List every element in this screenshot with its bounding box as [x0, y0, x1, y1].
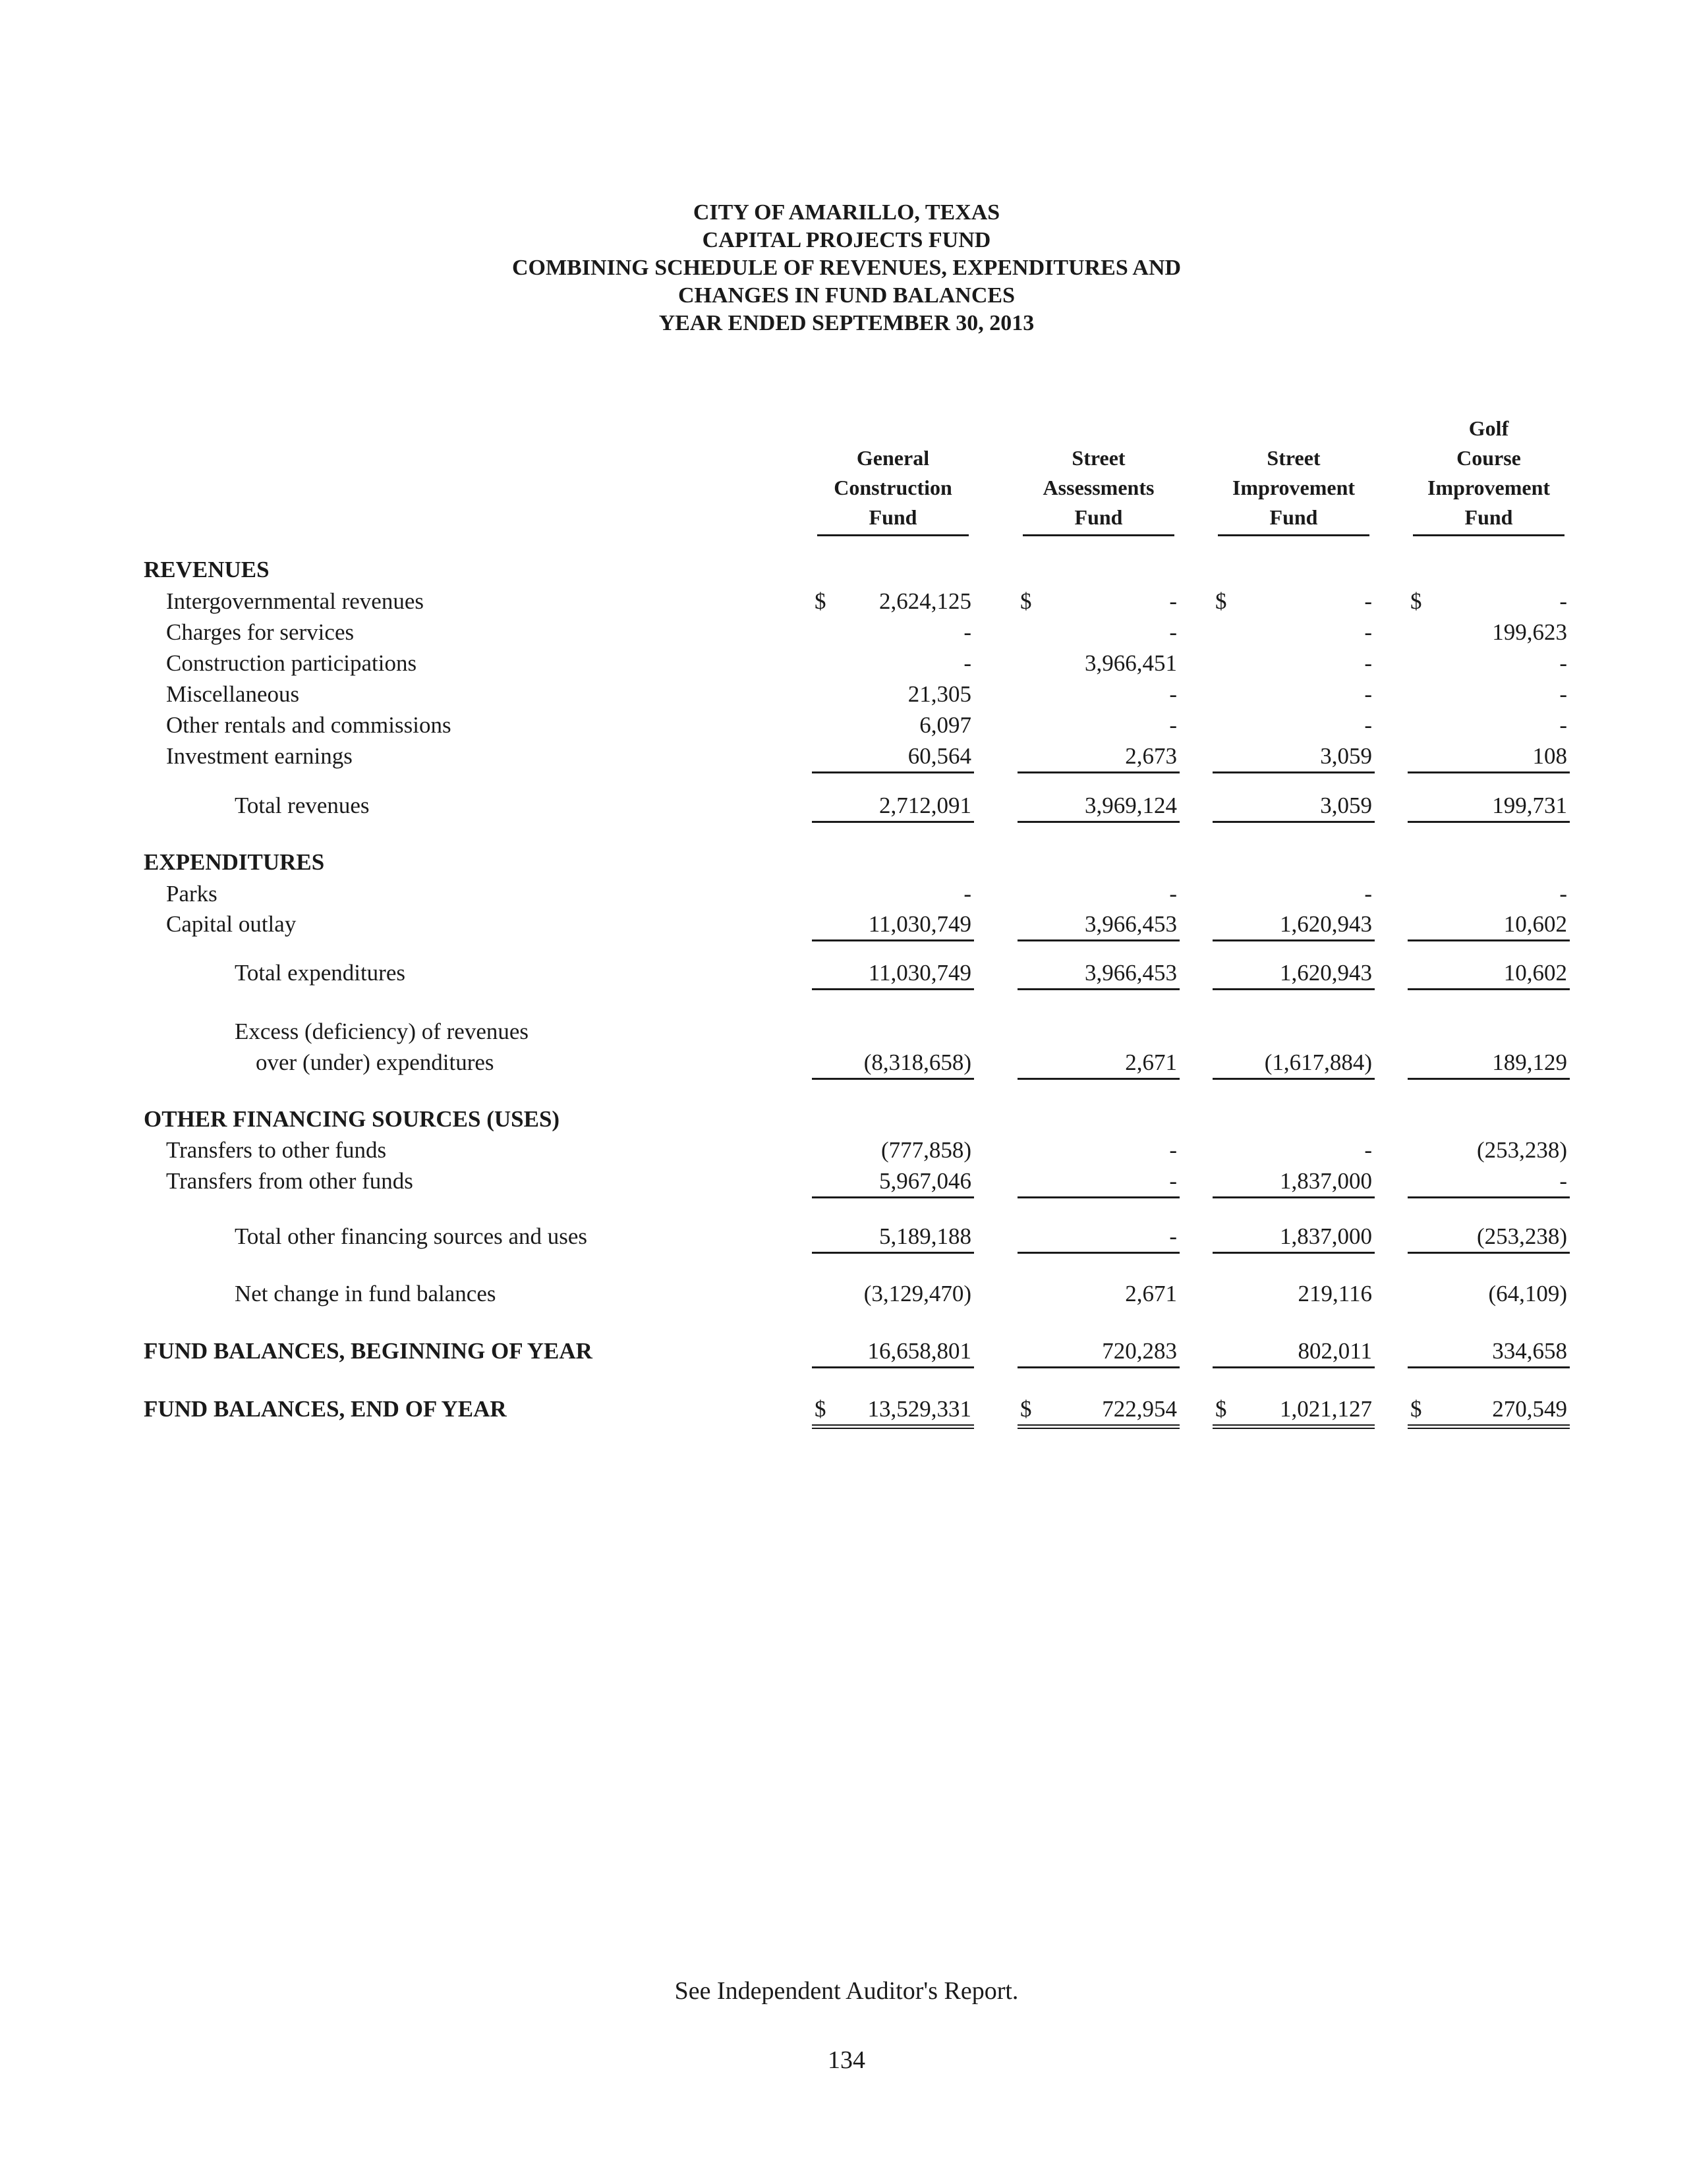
- amount-value: 11,030,749: [868, 911, 971, 937]
- amount-cell: [1408, 1279, 1570, 1309]
- amount-value: -: [1169, 681, 1177, 707]
- amount-cell: [1213, 879, 1375, 909]
- amount-cell: [1213, 1135, 1375, 1165]
- amount-cell: [1018, 741, 1180, 773]
- amount-value: 16,658,801: [867, 1338, 971, 1364]
- amount-cell: [812, 617, 974, 648]
- amount-value: 13,529,331: [867, 1396, 971, 1422]
- amount-value: 2,673: [1125, 743, 1177, 769]
- column-header-rule: [817, 534, 969, 536]
- column-header: [1023, 414, 1174, 532]
- schedule-row: [0, 710, 1693, 741]
- amount-cell: [1213, 679, 1375, 710]
- row-label: Total other financing sources and uses: [235, 1223, 588, 1249]
- amount-value: 1,021,127: [1280, 1396, 1372, 1422]
- amount-cell: [1018, 791, 1180, 823]
- amount-cell: [1213, 1221, 1375, 1254]
- schedule-row: [0, 1221, 1693, 1252]
- row-label: Charges for services: [166, 619, 355, 645]
- column-header-line: General: [856, 446, 930, 470]
- amount-cell: [1018, 710, 1180, 741]
- amount-cell: [812, 1394, 974, 1429]
- row-label: Net change in fund balances: [235, 1281, 496, 1306]
- amount-value: 1,837,000: [1280, 1168, 1372, 1194]
- row-label: Total revenues: [235, 793, 370, 818]
- column-header: [1218, 414, 1369, 532]
- amount-value: 10,602: [1503, 960, 1567, 986]
- schedule-row: [0, 1279, 1693, 1309]
- column-header-line: Course: [1456, 446, 1521, 470]
- amount-value: 3,966,451: [1085, 650, 1177, 676]
- section-heading: REVENUES: [144, 557, 270, 582]
- schedule-row: [0, 586, 1693, 617]
- amount-cell: [1018, 648, 1180, 679]
- amount-cell: [1408, 679, 1570, 710]
- amount-value: 334,658: [1492, 1338, 1567, 1364]
- amount-value: -: [1559, 588, 1567, 614]
- amount-cell: [812, 1279, 974, 1309]
- heading-line: CITY OF AMARILLO, TEXAS: [693, 200, 1000, 225]
- amount-cell: [1408, 648, 1570, 679]
- row-label: Miscellaneous: [166, 681, 300, 707]
- currency-symbol: $: [1410, 1396, 1422, 1422]
- row-label: Parks: [166, 881, 217, 907]
- row-label: Investment earnings: [166, 743, 353, 769]
- amount-cell: [1408, 710, 1570, 741]
- amount-value: 720,283: [1102, 1338, 1177, 1364]
- column-header-line: Fund: [1269, 505, 1318, 529]
- amount-cell: [1213, 617, 1375, 648]
- amount-value: 5,967,046: [879, 1168, 971, 1194]
- amount-value: 3,966,453: [1085, 960, 1177, 986]
- amount-value: 189,129: [1492, 1050, 1567, 1075]
- section-heading: FUND BALANCES, END OF YEAR: [144, 1396, 507, 1422]
- amount-cell: [1408, 1166, 1570, 1198]
- amount-value: 2,671: [1125, 1050, 1177, 1075]
- amount-cell: [1018, 1279, 1180, 1309]
- column-header-line: [1023, 414, 1174, 443]
- amount-value: 2,624,125: [879, 588, 971, 614]
- row-label: Other rentals and commissions: [166, 712, 451, 738]
- currency-symbol: $: [1020, 1396, 1032, 1422]
- amount-value: 1,837,000: [1280, 1223, 1372, 1249]
- amount-value: -: [963, 619, 971, 645]
- amount-cell: [1213, 791, 1375, 823]
- amount-value: 199,623: [1492, 619, 1567, 645]
- schedule-row: [0, 617, 1693, 648]
- column-header-rule: [1023, 534, 1174, 536]
- amount-value: -: [1169, 1223, 1177, 1249]
- amount-cell: [1408, 617, 1570, 648]
- schedule-row: [0, 1135, 1693, 1165]
- row-label: Transfers from other funds: [166, 1168, 413, 1194]
- amount-cell: [1213, 958, 1375, 990]
- amount-value: -: [963, 650, 971, 676]
- amount-value: 802,011: [1298, 1338, 1372, 1364]
- amount-value: -: [1559, 650, 1567, 676]
- amount-cell: [1408, 1135, 1570, 1165]
- schedule-row: [0, 791, 1693, 821]
- amount-cell: [812, 1048, 974, 1080]
- amount-value: -: [1364, 1137, 1372, 1163]
- amount-cell: [812, 710, 974, 741]
- amount-cell: [812, 1166, 974, 1198]
- row-label: Excess (deficiency) of revenues: [235, 1019, 529, 1044]
- amount-cell: [1408, 586, 1570, 617]
- amount-value: 219,116: [1298, 1281, 1372, 1306]
- amount-value: 108: [1532, 743, 1567, 769]
- schedule-row: [0, 741, 1693, 771]
- column-header-line: Construction: [834, 476, 952, 499]
- amount-cell: [1213, 1048, 1375, 1080]
- amount-value: -: [1169, 881, 1177, 907]
- amount-value: -: [1559, 1168, 1567, 1194]
- schedule-row: [0, 1048, 1693, 1078]
- amount-cell: [1018, 1336, 1180, 1368]
- amount-cell: [1018, 1048, 1180, 1080]
- amount-cell: [1018, 909, 1180, 941]
- amount-value: (253,238): [1476, 1137, 1567, 1163]
- amount-value: 1,620,943: [1280, 911, 1372, 937]
- heading-line: CAPITAL PROJECTS FUND: [702, 228, 991, 252]
- column-header-line: Improvement: [1427, 476, 1551, 499]
- report-heading: [0, 199, 1693, 337]
- amount-value: 270,549: [1492, 1396, 1567, 1422]
- amount-cell: [812, 648, 974, 679]
- amount-value: 3,059: [1320, 743, 1372, 769]
- schedule-row: [0, 648, 1693, 679]
- amount-value: 5,189,188: [879, 1223, 971, 1249]
- amount-cell: [1213, 1394, 1375, 1429]
- schedule-row: [0, 1017, 1693, 1047]
- column-header-rule: [1413, 534, 1564, 536]
- schedule-row: [0, 909, 1693, 939]
- column-header-line: Fund: [1464, 505, 1513, 529]
- amount-value: -: [1559, 712, 1567, 738]
- amount-value: -: [1559, 881, 1567, 907]
- row-label: Transfers to other funds: [166, 1137, 387, 1163]
- amount-cell: [1213, 1166, 1375, 1198]
- amount-value: 10,602: [1503, 911, 1567, 937]
- amount-value: -: [963, 881, 971, 907]
- currency-symbol: $: [1215, 1396, 1227, 1422]
- schedule-row: [0, 879, 1693, 909]
- heading-line: YEAR ENDED SEPTEMBER 30, 2013: [658, 311, 1035, 335]
- amount-cell: [1018, 1135, 1180, 1165]
- amount-cell: [1408, 879, 1570, 909]
- schedule-row: [0, 679, 1693, 710]
- currency-symbol: $: [815, 1396, 826, 1422]
- auditor-report-note: See Independent Auditor's Report.: [674, 1977, 1019, 2005]
- amount-value: -: [1169, 1168, 1177, 1194]
- amount-value: 60,564: [907, 743, 971, 769]
- column-header-line: [817, 414, 969, 443]
- amount-cell: [812, 958, 974, 990]
- amount-cell: [812, 791, 974, 823]
- column-header-line: Improvement: [1232, 476, 1356, 499]
- column-header-line: Fund: [1074, 505, 1123, 529]
- amount-value: 2,671: [1125, 1281, 1177, 1306]
- column-header-line: Street: [1072, 446, 1126, 470]
- amount-value: -: [1364, 650, 1372, 676]
- heading-line: CHANGES IN FUND BALANCES: [677, 283, 1015, 308]
- amount-value: (777,858): [880, 1137, 971, 1163]
- amount-value: (253,238): [1476, 1223, 1567, 1249]
- amount-cell: [812, 1336, 974, 1368]
- amount-value: (3,129,470): [863, 1281, 971, 1306]
- column-header: [1413, 414, 1564, 532]
- currency-symbol: $: [1020, 588, 1032, 614]
- amount-cell: [812, 1135, 974, 1165]
- column-header: [817, 414, 969, 532]
- amount-cell: [812, 1221, 974, 1254]
- row-label: Capital outlay: [166, 911, 297, 937]
- amount-value: -: [1364, 712, 1372, 738]
- amount-value: 21,305: [907, 681, 971, 707]
- amount-cell: [1213, 586, 1375, 617]
- amount-value: (8,318,658): [863, 1050, 971, 1075]
- amount-cell: [1018, 1394, 1180, 1429]
- amount-value: 3,059: [1320, 793, 1372, 818]
- amount-cell: [1408, 1336, 1570, 1368]
- section-heading: FUND BALANCES, BEGINNING OF YEAR: [144, 1338, 592, 1364]
- amount-cell: [1018, 617, 1180, 648]
- amount-value: -: [1364, 588, 1372, 614]
- column-header-line: Assessments: [1043, 476, 1155, 499]
- amount-cell: [1018, 879, 1180, 909]
- amount-cell: [812, 909, 974, 941]
- amount-cell: [1408, 1394, 1570, 1429]
- currency-symbol: $: [1410, 588, 1422, 614]
- amount-cell: [812, 679, 974, 710]
- column-header-rule: [1218, 534, 1369, 536]
- amount-value: (1,617,884): [1264, 1050, 1372, 1075]
- amount-value: -: [1169, 588, 1177, 614]
- amount-cell: [1018, 586, 1180, 617]
- heading-line: COMBINING SCHEDULE OF REVENUES, EXPENDITURES AND: [511, 256, 1182, 280]
- amount-value: 6,097: [919, 712, 971, 738]
- schedule-row: [0, 555, 1693, 585]
- amount-value: 2,712,091: [879, 793, 971, 818]
- amount-cell: [1213, 710, 1375, 741]
- amount-value: 3,969,124: [1085, 793, 1177, 818]
- row-label: Construction participations: [166, 650, 417, 676]
- currency-symbol: $: [1215, 588, 1227, 614]
- amount-value: 11,030,749: [868, 960, 971, 986]
- column-header-line: Street: [1267, 446, 1321, 470]
- amount-value: -: [1169, 619, 1177, 645]
- schedule-row: [0, 1336, 1693, 1366]
- amount-cell: [1408, 1048, 1570, 1080]
- section-heading: OTHER FINANCING SOURCES (USES): [144, 1106, 560, 1132]
- row-label: Intergovernmental revenues: [166, 588, 424, 614]
- amount-value: -: [1364, 681, 1372, 707]
- row-label: Total expenditures: [235, 960, 405, 986]
- amount-value: -: [1364, 881, 1372, 907]
- amount-cell: [1408, 791, 1570, 823]
- amount-cell: [1018, 1166, 1180, 1198]
- amount-cell: [1213, 741, 1375, 773]
- amount-value: 722,954: [1102, 1396, 1177, 1422]
- amount-cell: [1408, 741, 1570, 773]
- schedule-row: [0, 847, 1693, 878]
- amount-value: -: [1559, 681, 1567, 707]
- schedule-row: [0, 1166, 1693, 1196]
- currency-symbol: $: [815, 588, 826, 614]
- amount-value: (64,109): [1488, 1281, 1567, 1306]
- schedule-row: [0, 1104, 1693, 1134]
- amount-cell: [1408, 909, 1570, 941]
- amount-cell: [1213, 1336, 1375, 1368]
- column-header-line: Fund: [869, 505, 917, 529]
- schedule-row: [0, 1394, 1693, 1424]
- amount-cell: [1408, 958, 1570, 990]
- amount-cell: [1018, 1221, 1180, 1254]
- page-number: 134: [828, 2046, 865, 2074]
- amount-cell: [1213, 648, 1375, 679]
- amount-value: 3,966,453: [1085, 911, 1177, 937]
- amount-value: -: [1169, 712, 1177, 738]
- amount-cell: [1213, 909, 1375, 941]
- amount-cell: [812, 879, 974, 909]
- amount-cell: [1018, 958, 1180, 990]
- row-label: over (under) expenditures: [256, 1050, 494, 1075]
- schedule-row: [0, 958, 1693, 988]
- amount-cell: [812, 586, 974, 617]
- amount-value: 199,731: [1492, 793, 1567, 818]
- amount-cell: [1213, 1279, 1375, 1309]
- amount-cell: [812, 741, 974, 773]
- section-heading: EXPENDITURES: [144, 849, 325, 875]
- amount-value: -: [1169, 1137, 1177, 1163]
- amount-cell: [1408, 1221, 1570, 1254]
- amount-value: -: [1364, 619, 1372, 645]
- column-header-line: [1218, 414, 1369, 443]
- amount-value: 1,620,943: [1280, 960, 1372, 986]
- column-header-line: Golf: [1468, 416, 1509, 440]
- amount-cell: [1018, 679, 1180, 710]
